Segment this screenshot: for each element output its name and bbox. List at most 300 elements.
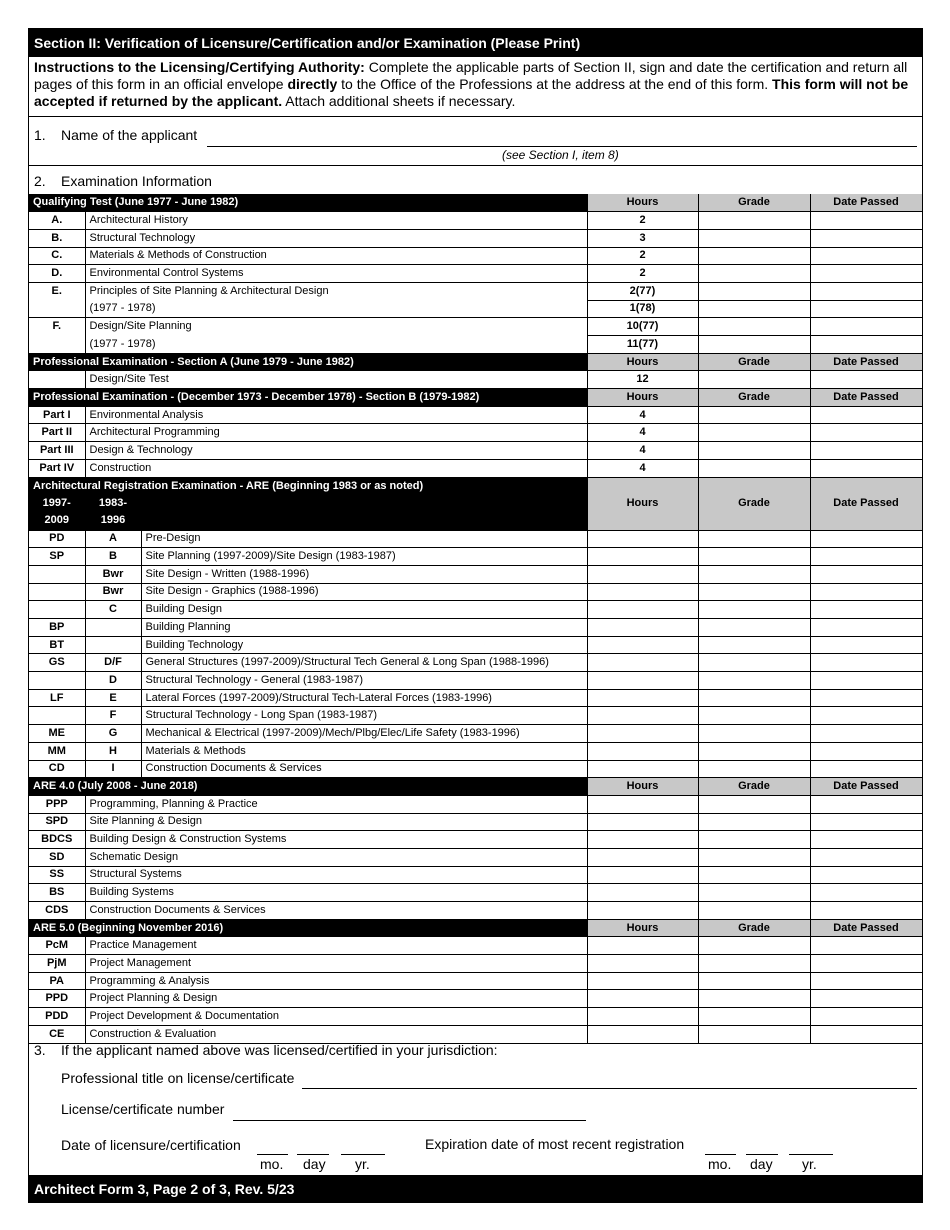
grade-cell[interactable] bbox=[698, 937, 810, 955]
grade-cell[interactable] bbox=[698, 689, 810, 707]
exam-hours: 2 bbox=[587, 212, 698, 230]
hours-cell[interactable] bbox=[587, 565, 698, 583]
hours-cell[interactable] bbox=[587, 795, 698, 813]
applicant-name-field[interactable] bbox=[207, 146, 917, 147]
exam-hours: 2 bbox=[587, 265, 698, 283]
exam-name: Building Systems bbox=[85, 884, 587, 902]
date-passed-cell[interactable] bbox=[810, 902, 922, 920]
hours-cell[interactable] bbox=[587, 831, 698, 849]
expiration-day-field[interactable] bbox=[746, 1154, 778, 1155]
grade-cell[interactable] bbox=[698, 742, 810, 760]
exam-name: Principles of Site Planning & Architectural Design bbox=[85, 282, 587, 300]
exam-hours: 12 bbox=[587, 371, 698, 389]
hours-header: Hours bbox=[587, 194, 698, 212]
grade-cell[interactable] bbox=[698, 336, 810, 354]
table-row bbox=[29, 406, 922, 424]
date-passed-cell[interactable] bbox=[810, 636, 922, 654]
exam-code-1983: H bbox=[85, 742, 141, 760]
exam-code: SD bbox=[29, 848, 85, 866]
date-passed-cell[interactable] bbox=[810, 336, 922, 354]
date-passed-cell[interactable] bbox=[810, 619, 922, 637]
exam-code-1997: MM bbox=[29, 742, 85, 760]
are-col2-year-end: 1996 bbox=[85, 512, 141, 530]
table-row bbox=[29, 760, 922, 778]
instructions-warning: This form will not be accepted if returned by the applicant. bbox=[34, 76, 909, 109]
table-row bbox=[29, 282, 922, 300]
instructions-text-3: Attach additional sheets if necessary. bbox=[282, 93, 516, 109]
jurisdiction-label: If the applicant named above was licensed/certified in your jurisdiction: bbox=[61, 1042, 498, 1058]
date-passed-cell[interactable] bbox=[810, 530, 922, 548]
table-row bbox=[29, 265, 922, 283]
table-row bbox=[29, 229, 922, 247]
grade-cell[interactable] bbox=[698, 1025, 810, 1043]
table-row bbox=[29, 831, 922, 849]
grade-cell[interactable] bbox=[698, 725, 810, 743]
grade-cell[interactable] bbox=[698, 530, 810, 548]
expiration-month-label: mo. bbox=[708, 1156, 732, 1172]
exam-code: PPP bbox=[29, 795, 85, 813]
hours-cell[interactable] bbox=[587, 707, 698, 725]
divider bbox=[29, 165, 922, 166]
table-row bbox=[29, 1008, 922, 1026]
hours-cell[interactable] bbox=[587, 742, 698, 760]
form-page bbox=[28, 28, 923, 1203]
exam-name: Environmental Control Systems bbox=[85, 265, 587, 283]
exam-name: Schematic Design bbox=[85, 848, 587, 866]
exam-code: Part II bbox=[29, 424, 85, 442]
hours-cell[interactable] bbox=[587, 972, 698, 990]
exam-code-1997: PD bbox=[29, 530, 85, 548]
exam-code-1983: D/F bbox=[85, 654, 141, 672]
license-number-label: License/certificate number bbox=[61, 1101, 225, 1117]
grade-cell[interactable] bbox=[698, 247, 810, 265]
exam-name: Environmental Analysis bbox=[85, 406, 587, 424]
table-row bbox=[29, 742, 922, 760]
exam-code-1997 bbox=[29, 601, 85, 619]
date-passed-cell[interactable] bbox=[810, 424, 922, 442]
table-row bbox=[29, 459, 922, 477]
exam-hours: 2 bbox=[587, 247, 698, 265]
exam-code: PjM bbox=[29, 955, 85, 973]
table-row bbox=[29, 725, 922, 743]
exam-code: BS bbox=[29, 884, 85, 902]
grade-cell[interactable] bbox=[698, 972, 810, 990]
hours-cell[interactable] bbox=[587, 654, 698, 672]
exam-code: CE bbox=[29, 1025, 85, 1043]
date-passed-cell[interactable] bbox=[810, 583, 922, 601]
divider bbox=[29, 116, 922, 117]
exam-hours: 4 bbox=[587, 442, 698, 460]
expiration-year-field[interactable] bbox=[789, 1154, 833, 1155]
exam-name: Site Design - Graphics (1988-1996) bbox=[141, 583, 587, 601]
hours-cell[interactable] bbox=[587, 619, 698, 637]
date-passed-cell[interactable] bbox=[810, 371, 922, 389]
hours-cell[interactable] bbox=[587, 548, 698, 566]
instructions-lead: Instructions to the Licensing/Certifying Authority: bbox=[34, 59, 365, 75]
instructions-text-1: Complete the applicable parts of Section II, sign and date the certification and return all pages of this form in an official envelope bbox=[34, 59, 908, 92]
grade-cell[interactable] bbox=[698, 813, 810, 831]
exam-name: Project Development & Documentation bbox=[85, 1008, 587, 1026]
instructions-text-2: to the Office of the Professions at the address at the end of this form. bbox=[337, 76, 773, 92]
grade-cell[interactable] bbox=[698, 548, 810, 566]
exam-code-1983 bbox=[85, 636, 141, 654]
exam-name: Pre-Design bbox=[141, 530, 587, 548]
exam-name: Mechanical & Electrical (1997-2009)/Mech/Plbg/Elec/Life Safety (1983-1996) bbox=[141, 725, 587, 743]
grade-cell[interactable] bbox=[698, 229, 810, 247]
exam-name: Building Design & Construction Systems bbox=[85, 831, 587, 849]
exam-code-1997 bbox=[29, 565, 85, 583]
hours-header: Hours bbox=[587, 389, 698, 407]
license-number-field[interactable] bbox=[233, 1120, 586, 1121]
exam-code: A. bbox=[29, 212, 85, 230]
exam-code-1997: BP bbox=[29, 619, 85, 637]
date-passed-header: Date Passed bbox=[810, 477, 922, 530]
exam-name: Design/Site Test bbox=[85, 371, 587, 389]
instructions bbox=[34, 59, 914, 110]
date-passed-cell[interactable] bbox=[810, 229, 922, 247]
hours-cell[interactable] bbox=[587, 689, 698, 707]
exam-name: Building Planning bbox=[141, 619, 587, 637]
applicant-name-note: (see Section I, item 8) bbox=[502, 148, 619, 162]
grade-cell[interactable] bbox=[698, 406, 810, 424]
date-passed-cell[interactable] bbox=[810, 459, 922, 477]
hours-header: Hours bbox=[587, 477, 698, 530]
hours-cell[interactable] bbox=[587, 725, 698, 743]
table-row bbox=[29, 583, 922, 601]
date-passed-cell[interactable] bbox=[810, 1025, 922, 1043]
hours-cell[interactable] bbox=[587, 636, 698, 654]
exam-name: General Structures (1997-2009)/Structural Tech General & Long Span (1988-1996) bbox=[141, 654, 587, 672]
grade-header: Grade bbox=[698, 477, 810, 530]
exam-code-1983: Bwr bbox=[85, 565, 141, 583]
exam-code: PcM bbox=[29, 937, 85, 955]
table-row bbox=[29, 955, 922, 973]
date-passed-cell[interactable] bbox=[810, 601, 922, 619]
grade-cell[interactable] bbox=[698, 760, 810, 778]
date-passed-cell[interactable] bbox=[810, 990, 922, 1008]
exam-name: Architectural Programming bbox=[85, 424, 587, 442]
hours-cell[interactable] bbox=[587, 1008, 698, 1026]
grade-cell[interactable] bbox=[698, 318, 810, 336]
exam-hours: 1(78) bbox=[587, 300, 698, 318]
table-row bbox=[29, 707, 922, 725]
table-row bbox=[29, 336, 922, 354]
exam-code: Part IV bbox=[29, 459, 85, 477]
grade-cell[interactable] bbox=[698, 1008, 810, 1026]
exam-code bbox=[29, 300, 85, 318]
exam-code-1997: GS bbox=[29, 654, 85, 672]
hours-cell[interactable] bbox=[587, 990, 698, 1008]
grade-cell[interactable] bbox=[698, 619, 810, 637]
licensure-day-field[interactable] bbox=[297, 1154, 329, 1155]
date-passed-cell[interactable] bbox=[810, 300, 922, 318]
date-passed-header: Date Passed bbox=[810, 778, 922, 796]
table-row bbox=[29, 795, 922, 813]
grade-cell[interactable] bbox=[698, 654, 810, 672]
hours-cell[interactable] bbox=[587, 813, 698, 831]
are5-title: ARE 5.0 (Beginning November 2016) bbox=[29, 919, 587, 937]
table-row bbox=[29, 813, 922, 831]
exam-code-1983: A bbox=[85, 530, 141, 548]
exam-name: (1977 - 1978) bbox=[85, 300, 587, 318]
table-row bbox=[29, 371, 922, 389]
exam-code: CDS bbox=[29, 902, 85, 920]
date-passed-cell[interactable] bbox=[810, 937, 922, 955]
licensure-month-field[interactable] bbox=[257, 1154, 288, 1155]
date-passed-cell[interactable] bbox=[810, 265, 922, 283]
hours-cell[interactable] bbox=[587, 884, 698, 902]
exam-name: Architectural History bbox=[85, 212, 587, 230]
date-passed-cell[interactable] bbox=[810, 813, 922, 831]
licensure-month-label: mo. bbox=[260, 1156, 284, 1172]
exam-code-1983: C bbox=[85, 601, 141, 619]
exam-name: Construction bbox=[85, 459, 587, 477]
date-passed-cell[interactable] bbox=[810, 654, 922, 672]
are5-header bbox=[29, 919, 922, 937]
date-passed-cell[interactable] bbox=[810, 689, 922, 707]
table-row bbox=[29, 654, 922, 672]
exam-code-1997 bbox=[29, 672, 85, 690]
exam-code-1983: B bbox=[85, 548, 141, 566]
licensure-year-field[interactable] bbox=[341, 1154, 385, 1155]
date-passed-cell[interactable] bbox=[810, 548, 922, 566]
date-passed-cell[interactable] bbox=[810, 725, 922, 743]
expiration-year-label: yr. bbox=[802, 1156, 817, 1172]
grade-cell[interactable] bbox=[698, 565, 810, 583]
grade-cell[interactable] bbox=[698, 884, 810, 902]
grade-cell[interactable] bbox=[698, 459, 810, 477]
date-passed-cell[interactable] bbox=[810, 212, 922, 230]
exam-code: D. bbox=[29, 265, 85, 283]
table-row bbox=[29, 937, 922, 955]
grade-cell[interactable] bbox=[698, 795, 810, 813]
hours-cell[interactable] bbox=[587, 583, 698, 601]
date-passed-cell[interactable] bbox=[810, 972, 922, 990]
table-row bbox=[29, 548, 922, 566]
grade-cell[interactable] bbox=[698, 902, 810, 920]
date-passed-cell[interactable] bbox=[810, 282, 922, 300]
date-passed-cell[interactable] bbox=[810, 742, 922, 760]
hours-cell[interactable] bbox=[587, 530, 698, 548]
exam-name: Structural Technology bbox=[85, 229, 587, 247]
grade-cell[interactable] bbox=[698, 831, 810, 849]
hours-cell[interactable] bbox=[587, 866, 698, 884]
grade-cell[interactable] bbox=[698, 672, 810, 690]
exam-code-1983: F bbox=[85, 707, 141, 725]
exam-code: PPD bbox=[29, 990, 85, 1008]
date-passed-cell[interactable] bbox=[810, 247, 922, 265]
date-passed-cell[interactable] bbox=[810, 955, 922, 973]
grade-header: Grade bbox=[698, 353, 810, 371]
are-col1-year-end: 2009 bbox=[29, 512, 85, 530]
exam-code-1997 bbox=[29, 583, 85, 601]
grade-cell[interactable] bbox=[698, 866, 810, 884]
table-row bbox=[29, 565, 922, 583]
hours-cell[interactable] bbox=[587, 760, 698, 778]
grade-header: Grade bbox=[698, 778, 810, 796]
exam-info-label: Examination Information bbox=[61, 173, 212, 189]
page-footer: Architect Form 3, Page 2 of 3, Rev. 5/23 bbox=[29, 1175, 922, 1203]
table-row bbox=[29, 866, 922, 884]
exam-hours: 4 bbox=[587, 406, 698, 424]
exam-code-1983 bbox=[85, 619, 141, 637]
prof-b-header bbox=[29, 389, 922, 407]
date-passed-header: Date Passed bbox=[810, 194, 922, 212]
date-passed-cell[interactable] bbox=[810, 406, 922, 424]
exam-name: Practice Management bbox=[85, 937, 587, 955]
date-passed-cell[interactable] bbox=[810, 707, 922, 725]
exam-code-1997: SP bbox=[29, 548, 85, 566]
table-row bbox=[29, 247, 922, 265]
qualifying-header bbox=[29, 194, 922, 212]
exam-code bbox=[29, 336, 85, 354]
exam-code-1983: Bwr bbox=[85, 583, 141, 601]
applicant-name-label: Name of the applicant bbox=[61, 127, 198, 143]
exam-name: Project Planning & Design bbox=[85, 990, 587, 1008]
grade-cell[interactable] bbox=[698, 848, 810, 866]
hours-cell[interactable] bbox=[587, 902, 698, 920]
exam-name: Design/Site Planning bbox=[85, 318, 587, 336]
table-row bbox=[29, 619, 922, 637]
grade-cell[interactable] bbox=[698, 300, 810, 318]
item1-number: 1. bbox=[34, 127, 46, 143]
grade-cell[interactable] bbox=[698, 636, 810, 654]
prof-b-title: Professional Examination - (December 1973 - December 1978) - Section B (1979-1982) bbox=[29, 389, 587, 407]
exam-name: Site Planning (1997-2009)/Site Design (1983-1987) bbox=[141, 548, 587, 566]
exam-name: (1977 - 1978) bbox=[85, 336, 587, 354]
exam-code-1997 bbox=[29, 707, 85, 725]
exam-name: Project Management bbox=[85, 955, 587, 973]
exam-code: F. bbox=[29, 318, 85, 336]
exam-code: C. bbox=[29, 247, 85, 265]
exam-code: Part III bbox=[29, 442, 85, 460]
exam-code-1997: LF bbox=[29, 689, 85, 707]
grade-cell[interactable] bbox=[698, 371, 810, 389]
hours-cell[interactable] bbox=[587, 672, 698, 690]
licensure-year-label: yr. bbox=[355, 1156, 370, 1172]
exam-code: BDCS bbox=[29, 831, 85, 849]
grade-cell[interactable] bbox=[698, 990, 810, 1008]
exam-name: Building Design bbox=[141, 601, 587, 619]
instructions-directly: directly bbox=[287, 76, 338, 92]
exam-name: Programming, Planning & Practice bbox=[85, 795, 587, 813]
exam-name: Structural Technology - General (1983-1987) bbox=[141, 672, 587, 690]
exam-code-1997: ME bbox=[29, 725, 85, 743]
date-passed-cell[interactable] bbox=[810, 565, 922, 583]
grade-cell[interactable] bbox=[698, 282, 810, 300]
exam-name: Materials & Methods bbox=[141, 742, 587, 760]
exam-name: Construction & Evaluation bbox=[85, 1025, 587, 1043]
date-passed-cell[interactable] bbox=[810, 672, 922, 690]
date-passed-cell[interactable] bbox=[810, 848, 922, 866]
grade-cell[interactable] bbox=[698, 955, 810, 973]
date-passed-cell[interactable] bbox=[810, 318, 922, 336]
exam-table bbox=[29, 194, 923, 1044]
hours-cell[interactable] bbox=[587, 848, 698, 866]
table-row bbox=[29, 318, 922, 336]
exam-name: Lateral Forces (1997-2009)/Structural Tech-Lateral Forces (1983-1996) bbox=[141, 689, 587, 707]
exam-name: Site Planning & Design bbox=[85, 813, 587, 831]
expiration-month-field[interactable] bbox=[705, 1154, 736, 1155]
exam-name: Structural Systems bbox=[85, 866, 587, 884]
grade-cell[interactable] bbox=[698, 424, 810, 442]
professional-title-label: Professional title on license/certificate bbox=[61, 1070, 295, 1086]
exam-code-1997: BT bbox=[29, 636, 85, 654]
expiration-day-label: day bbox=[750, 1156, 773, 1172]
exam-code-1983: E bbox=[85, 689, 141, 707]
table-row bbox=[29, 212, 922, 230]
table-row bbox=[29, 636, 922, 654]
exam-code: PA bbox=[29, 972, 85, 990]
grade-cell[interactable] bbox=[698, 442, 810, 460]
date-passed-cell[interactable] bbox=[810, 866, 922, 884]
exam-hours: 4 bbox=[587, 459, 698, 477]
exam-code bbox=[29, 371, 85, 389]
date-passed-header: Date Passed bbox=[810, 919, 922, 937]
date-passed-cell[interactable] bbox=[810, 442, 922, 460]
exam-code: SPD bbox=[29, 813, 85, 831]
date-passed-header: Date Passed bbox=[810, 353, 922, 371]
are-col2-year: 1983- bbox=[85, 495, 141, 513]
exam-code: B. bbox=[29, 229, 85, 247]
are-header bbox=[29, 477, 922, 495]
table-row bbox=[29, 990, 922, 1008]
prof-a-header bbox=[29, 353, 922, 371]
exam-name: Programming & Analysis bbox=[85, 972, 587, 990]
grade-cell[interactable] bbox=[698, 212, 810, 230]
table-row bbox=[29, 884, 922, 902]
grade-cell[interactable] bbox=[698, 265, 810, 283]
date-passed-cell[interactable] bbox=[810, 795, 922, 813]
exam-code: PDD bbox=[29, 1008, 85, 1026]
exam-code-1983: D bbox=[85, 672, 141, 690]
grade-cell[interactable] bbox=[698, 601, 810, 619]
exam-code-1997: CD bbox=[29, 760, 85, 778]
exam-hours: 10(77) bbox=[587, 318, 698, 336]
date-passed-cell[interactable] bbox=[810, 1008, 922, 1026]
table-row bbox=[29, 442, 922, 460]
hours-cell[interactable] bbox=[587, 1025, 698, 1043]
hours-header: Hours bbox=[587, 778, 698, 796]
grade-header: Grade bbox=[698, 389, 810, 407]
table-row bbox=[29, 902, 922, 920]
are4-header bbox=[29, 778, 922, 796]
hours-cell[interactable] bbox=[587, 955, 698, 973]
table-row bbox=[29, 530, 922, 548]
table-row bbox=[29, 848, 922, 866]
licensure-day-label: day bbox=[303, 1156, 326, 1172]
hours-cell[interactable] bbox=[587, 937, 698, 955]
date-passed-cell[interactable] bbox=[810, 884, 922, 902]
date-passed-cell[interactable] bbox=[810, 760, 922, 778]
hours-cell[interactable] bbox=[587, 601, 698, 619]
grade-header: Grade bbox=[698, 194, 810, 212]
exam-name: Construction Documents & Services bbox=[85, 902, 587, 920]
exam-hours: 4 bbox=[587, 424, 698, 442]
table-row bbox=[29, 1025, 922, 1043]
exam-hours: 2(77) bbox=[587, 282, 698, 300]
professional-title-field[interactable] bbox=[302, 1088, 917, 1089]
exam-hours: 11(77) bbox=[587, 336, 698, 354]
table-row bbox=[29, 424, 922, 442]
exam-code-1983: I bbox=[85, 760, 141, 778]
grade-cell[interactable] bbox=[698, 583, 810, 601]
table-row bbox=[29, 972, 922, 990]
date-passed-cell[interactable] bbox=[810, 831, 922, 849]
grade-cell[interactable] bbox=[698, 707, 810, 725]
table-row bbox=[29, 689, 922, 707]
are-title: Architectural Registration Examination - ARE (Beginning 1983 or as noted) bbox=[29, 477, 587, 495]
